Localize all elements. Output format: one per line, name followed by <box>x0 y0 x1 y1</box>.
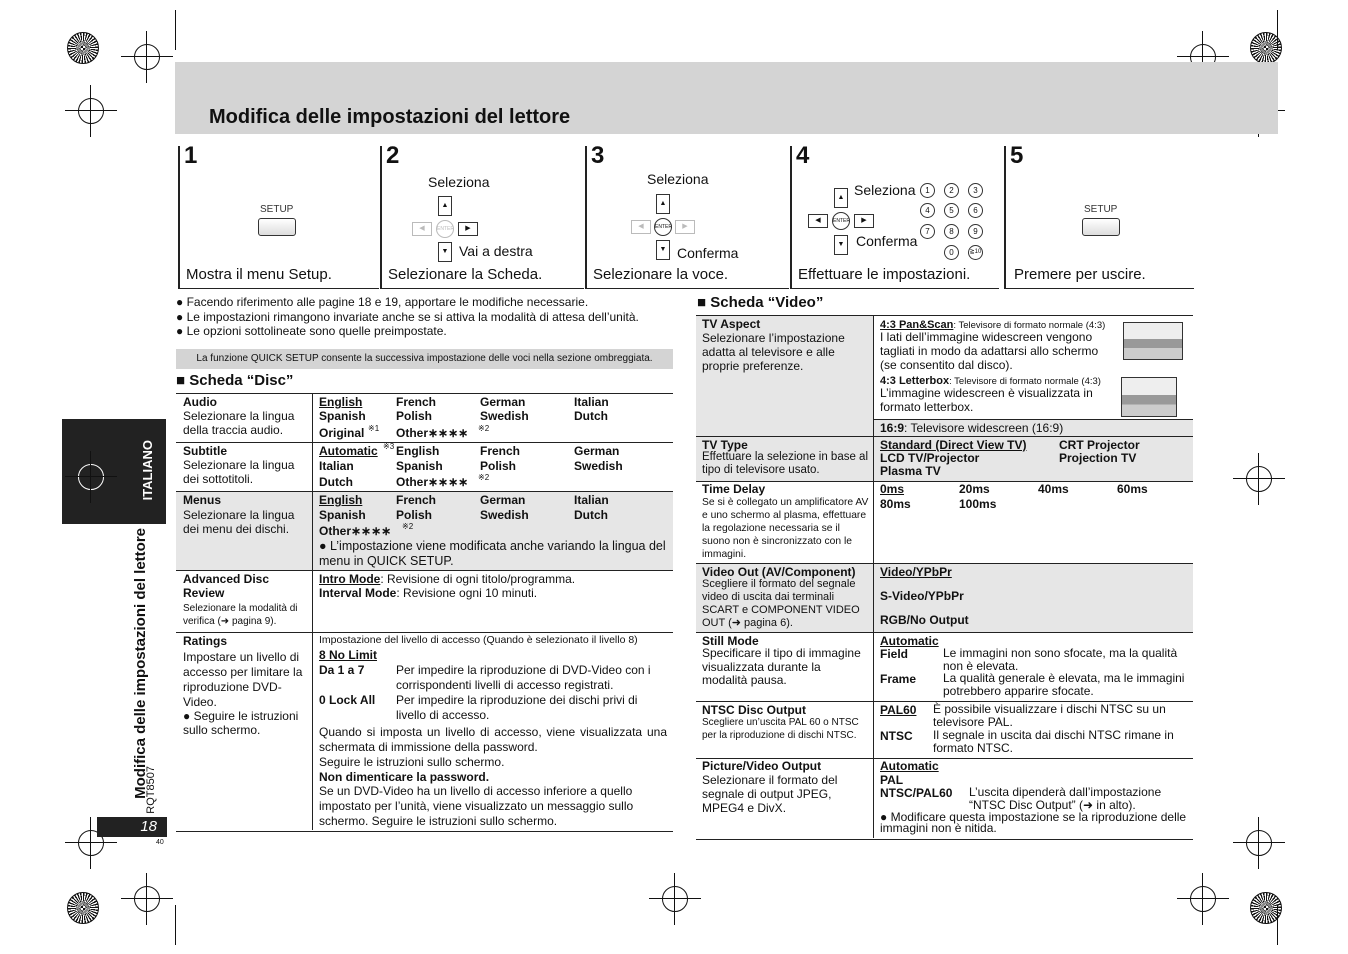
left-arrow-icon: ◀ <box>412 222 432 236</box>
setup-label: SETUP <box>260 204 294 215</box>
option: Spanish <box>319 409 366 423</box>
setting-label: Ratings <box>183 634 228 648</box>
page-number-text: 18 <box>140 818 157 835</box>
option: Swedish <box>480 409 529 423</box>
right-label: Vai a destra <box>459 243 533 259</box>
setting-desc: Effettuare la selezione in base al tipo di televisore usato. <box>702 451 869 476</box>
step-caption: Selezionare la Scheda. <box>388 266 543 283</box>
sub-page-number: 40 <box>156 839 164 846</box>
select-label: Seleziona <box>854 182 916 198</box>
option-sub: : Televisore di formato normale (4:3) <box>949 376 1101 387</box>
down-arrow-icon: ▼ <box>438 242 452 262</box>
option: Italian <box>319 459 354 473</box>
digit-key: 2 <box>944 183 959 198</box>
aspect-option-3 <box>880 421 1180 435</box>
option: English <box>396 444 440 458</box>
page-title: Modifica delle impostazioni del lettore <box>209 106 571 128</box>
setting-desc: Selezionare la modalità di verifica (➜ pagina 9). <box>183 603 298 627</box>
option: German <box>480 493 526 507</box>
setting-desc: Specificare il tipo di immagine visualizzata durante la modalità pausa. <box>702 646 861 687</box>
option: PAL60 <box>880 703 917 717</box>
page-number <box>97 817 167 837</box>
option-desc: Il segnale in uscita dai dischi NTSC rimane in formato NTSC. <box>933 728 1174 755</box>
down-arrow-icon: ▼ <box>834 235 848 255</box>
letterbox-thumbnail <box>1121 377 1177 417</box>
option: Automatic <box>319 444 378 458</box>
option: Italian <box>574 395 609 409</box>
option: Other∗∗∗∗ <box>319 524 392 538</box>
document-code: RQT8507 <box>145 766 157 814</box>
up-arrow-icon: ▲ <box>438 196 452 216</box>
setting-label: Still Mode <box>702 634 759 648</box>
digit-key: ≧10 <box>968 245 983 260</box>
option: 20ms <box>959 482 990 496</box>
ratings-paragraph: Seguire le istruzioni sullo schermo. <box>319 755 505 769</box>
language-tab-label: ITALIANO <box>140 440 155 501</box>
registration-mark <box>662 886 688 912</box>
step-number: 3 <box>591 142 605 169</box>
option-desc: : Revisione di ogni titolo/programma. <box>380 572 576 586</box>
column-divider <box>312 393 313 830</box>
enter-button-icon: ENTER <box>832 212 850 230</box>
digit-key: 3 <box>968 183 983 198</box>
right-arrow-icon: ▶ <box>854 214 874 228</box>
digit-key: 9 <box>968 224 983 239</box>
option: Field <box>880 647 909 661</box>
step-4 <box>790 142 999 289</box>
setting-desc: Selezionare il formato del segnale di output JPEG, MPEG4 e DivX. <box>702 773 838 815</box>
up-arrow-icon: ▲ <box>656 194 670 214</box>
option: Dutch <box>574 508 608 522</box>
footnote-mark: ※2 <box>402 522 414 531</box>
setup-button-icon <box>1082 218 1120 236</box>
option-desc: : Revisione ogni 10 minuti. <box>396 586 538 600</box>
setting-label: Menus <box>183 493 222 507</box>
setting-desc: Scegliere il formato del segnale video di uscita dai terminali SCART e COMPONENT VIDEO OUT (➜ pagina 6). <box>702 578 860 629</box>
option: Video/YPbPr <box>880 565 952 579</box>
select-label: Seleziona <box>647 171 709 187</box>
option: French <box>396 493 437 507</box>
option: PAL <box>880 773 904 787</box>
step-caption: Mostra il menu Setup. <box>186 266 332 283</box>
registration-mark <box>134 886 160 912</box>
option: Swedish <box>480 508 529 522</box>
step-number: 1 <box>184 142 198 169</box>
picture-note: ● Modificare questa impostazione se la riproduzione delle immagini non è nitida. <box>880 810 1187 835</box>
digit-key: 5 <box>944 203 959 218</box>
crop-mark <box>175 10 176 50</box>
option: Automatic <box>880 634 939 648</box>
registration-mark <box>78 464 104 490</box>
setting-desc: Selezionare la lingua dei sottotitoli. <box>183 458 295 486</box>
digit-key: 1 <box>920 183 935 198</box>
option: Polish <box>396 409 433 423</box>
digit-key: 0 <box>944 245 959 260</box>
section-side-title: Modifica delle impostazioni del lettore <box>132 528 149 799</box>
option: Intro Mode <box>319 572 381 586</box>
setting-label: NTSC Disc Output <box>702 703 806 717</box>
setting-label: Subtitle <box>183 444 227 458</box>
option: 4:3 Letterbox <box>880 375 950 387</box>
option: Spanish <box>396 459 443 473</box>
option: 0ms <box>880 482 905 496</box>
option: Dutch <box>319 475 353 489</box>
digit-key: 8 <box>944 224 959 239</box>
option-desc: Per impedire la riproduzione dei dischi privi di livello di accesso. <box>396 693 638 722</box>
option: Dutch <box>574 409 608 423</box>
registration-rosette <box>67 892 99 924</box>
step-2 <box>380 142 584 289</box>
option: Polish <box>480 459 517 473</box>
enter-button-icon: ENTER <box>654 218 672 236</box>
option: English <box>319 493 363 507</box>
crop-mark <box>1277 10 1278 50</box>
option: Other∗∗∗∗ <box>396 426 469 440</box>
option: Other∗∗∗∗ <box>396 475 469 489</box>
footnote-mark: ※2 <box>478 473 490 482</box>
setting-note: ● Seguire le istruzioni sullo schermo. <box>183 709 299 737</box>
adr-option-2 <box>319 586 669 600</box>
step-caption: Selezionare la voce. <box>593 266 729 283</box>
option: 16:9 <box>880 421 905 435</box>
up-arrow-icon: ▲ <box>834 188 848 208</box>
step-caption: Premere per uscire. <box>1014 266 1146 283</box>
setting-desc: Scegliere un’uscita PAL 60 o NTSC per la riproduzione di dischi NTSC. <box>702 717 859 741</box>
option: Automatic <box>880 759 939 773</box>
registration-mark <box>78 98 104 124</box>
video-heading: ■ Scheda “Video” <box>697 294 824 311</box>
registration-mark <box>134 44 160 70</box>
footnote-mark: ※1 <box>368 424 380 433</box>
pan-scan-thumbnail <box>1123 322 1183 360</box>
option: Plasma TV <box>880 464 941 478</box>
setting-desc: Impostare un livello di accesso per limitare la riproduzione DVD-Video. <box>183 650 303 709</box>
option: Projection TV <box>1059 451 1137 465</box>
option-desc: L’uscita dipenderà dall’impostazione “NTSC Disc Output” (➜ in alto). <box>969 785 1162 812</box>
setting-label: Video Out (AV/Component) <box>702 565 856 579</box>
note: ● Le impostazioni rimangono invariate anche se si attiva la modalità di attesa dell’unità. <box>176 310 639 324</box>
note: ● Facendo riferimento alle pagine 18 e 19, apportare le modifiche necessarie. <box>176 295 589 309</box>
right-arrow-icon: ▶ <box>675 220 695 234</box>
registration-rosette <box>67 32 99 64</box>
option: 8 No Limit <box>319 648 378 662</box>
setting-label: TV Aspect <box>702 317 761 331</box>
enter-button-icon: ENTER <box>436 220 454 238</box>
option: 4:3 Pan&Scan <box>880 319 954 331</box>
column-divider <box>873 315 874 838</box>
option: German <box>574 444 620 458</box>
crop-mark <box>1277 905 1278 945</box>
registration-mark <box>1246 830 1272 856</box>
select-label: Seleziona <box>428 174 490 190</box>
registration-mark <box>1190 886 1216 912</box>
confirm-label: Conferma <box>677 245 739 261</box>
option: Italian <box>574 493 609 507</box>
setting-desc: Selezionare l’impostazione adatta al televisore e alle proprie preferenze. <box>702 331 845 373</box>
option: Swedish <box>574 459 623 473</box>
option-desc: Per impedire la riproduzione di DVD-Video con i corrispondenti livelli di accesso registrati. <box>396 663 651 692</box>
footnote-mark: ※2 <box>478 424 490 433</box>
setting-desc: Selezionare la lingua della traccia audio. <box>183 409 295 437</box>
registration-mark <box>1246 466 1272 492</box>
step-number: 5 <box>1010 142 1024 169</box>
option-desc: L’immagine widescreen è visualizzata in formato letterbox. <box>880 386 1093 414</box>
option: NTSC/PAL60 <box>880 786 953 800</box>
option: Standard (Direct View TV) <box>880 438 1027 452</box>
option: Da 1 a 7 <box>319 663 365 677</box>
disc-heading: ■ Scheda “Disc” <box>176 372 294 389</box>
option: German <box>480 395 526 409</box>
step-1 <box>178 142 379 289</box>
menus-note: ● L’impostazione viene modificata anche variando la lingua del menu in QUICK SETUP. <box>319 539 666 568</box>
option: 60ms <box>1117 482 1148 496</box>
adr-option-1 <box>319 572 669 586</box>
setup-label: SETUP <box>1084 204 1118 215</box>
option-desc: I lati dell’immagine widescreen vengono tagliati in modo da adattarsi allo schermo (se consentito dal disco). <box>880 330 1099 372</box>
step-number: 4 <box>796 142 810 169</box>
quick-setup-note: La funzione QUICK SETUP consente la successiva impostazione delle voci nella sezione ombreggiata. <box>176 349 673 369</box>
right-arrow-icon: ▶ <box>458 222 478 236</box>
setting-label: Audio <box>183 395 217 409</box>
footnote-mark: ※3 <box>383 442 395 451</box>
option: Frame <box>880 672 917 686</box>
ratings-intro: Impostazione del livello di accesso (Quando è selezionato il livello 8) <box>319 634 638 646</box>
option-desc: La qualità generale è elevata, ma le immagini potrebbero apparire sfocate. <box>943 671 1185 698</box>
setting-desc: Se si è collegato un amplificatore AV e uno schermo al plasma, effettuare la regolazione necessaria se il suono non è sincronizzato con le immagini. <box>702 497 869 560</box>
ratings-paragraph: Quando si imposta un livello di accesso, viene visualizzata una schermata di immissione della password. <box>319 725 667 754</box>
step-5 <box>1004 142 1194 289</box>
ratings-warning: Non dimenticare la password. <box>319 770 490 784</box>
step-number: 2 <box>386 142 400 169</box>
option: Spanish <box>319 508 366 522</box>
option: 0 Lock All <box>319 693 376 707</box>
confirm-label: Conferma <box>856 233 918 249</box>
down-arrow-icon: ▼ <box>656 240 670 260</box>
digit-key: 6 <box>968 203 983 218</box>
setting-label: Picture/Video Output <box>702 759 822 773</box>
option: French <box>480 444 521 458</box>
option: Original <box>319 426 365 440</box>
option: 40ms <box>1038 482 1069 496</box>
left-arrow-icon: ◀ <box>808 214 828 228</box>
option: RGB/No Output <box>880 613 969 627</box>
note: ● Le opzioni sottolineate sono quelle preimpostate. <box>176 324 447 338</box>
option: English <box>319 395 363 409</box>
option: LCD TV/Projector <box>880 451 980 465</box>
digit-key: 7 <box>920 224 935 239</box>
left-arrow-icon: ◀ <box>631 220 651 234</box>
option: 80ms <box>880 497 911 511</box>
option-desc: È possibile visualizzare i dischi NTSC su un televisore PAL. <box>933 702 1166 729</box>
option: NTSC <box>880 729 913 743</box>
option: Polish <box>396 508 433 522</box>
setting-label: Advanced Disc Review <box>183 572 270 600</box>
ratings-paragraph: Se un DVD-Video ha un livello di accesso inferiore a quello impostato per l’unità, viene visualizzato un messaggio sullo schermo. Seguire le istruzioni sullo schermo. <box>319 784 634 828</box>
option: S-Video/YPbPr <box>880 589 964 603</box>
option-desc: Le immagini non sono sfocate, ma la qualità non è elevata. <box>943 646 1178 673</box>
setup-button-icon <box>258 218 296 236</box>
option-desc: : Televisore widescreen (16:9) <box>904 421 1064 435</box>
option: 100ms <box>959 497 997 511</box>
setting-desc: Selezionare la lingua dei menu dei dischi. <box>183 508 295 536</box>
digit-key: 4 <box>920 203 935 218</box>
option: Interval Mode <box>319 586 397 600</box>
setting-label: TV Type <box>702 438 748 452</box>
setting-label: Time Delay <box>702 482 766 496</box>
option: CRT Projector <box>1059 438 1140 452</box>
option: French <box>396 395 437 409</box>
step-3 <box>585 142 789 289</box>
option-sub: : Televisore di formato normale (4:3) <box>953 320 1106 331</box>
step-caption: Effettuare le impostazioni. <box>798 266 971 283</box>
crop-mark <box>175 905 176 945</box>
